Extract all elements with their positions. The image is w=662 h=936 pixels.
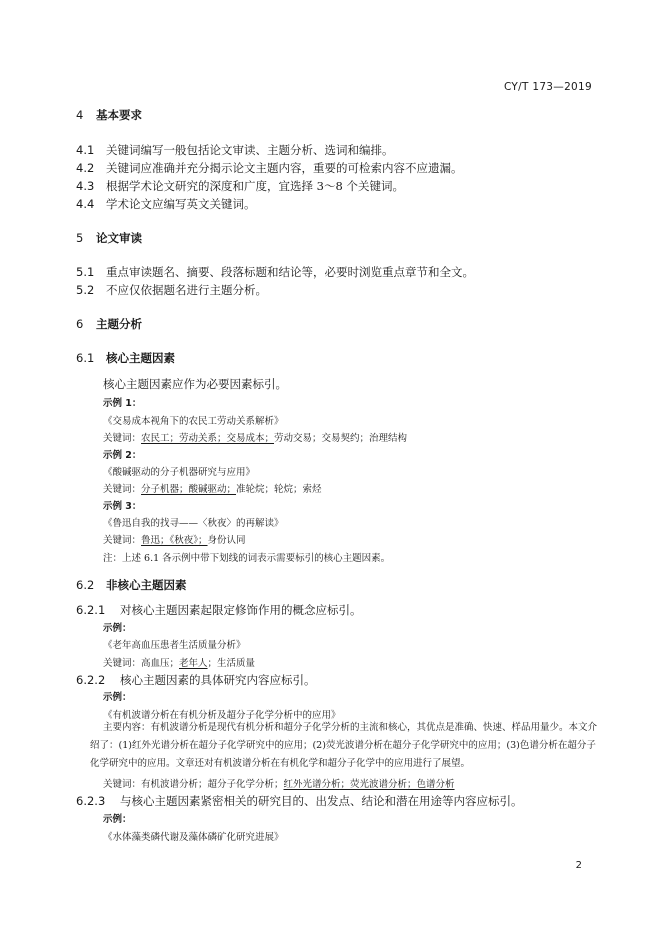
core-keywords: 红外光谱分析；荧光波谱分析；色谱分析: [283, 779, 455, 790]
section-4-heading: [76, 107, 142, 123]
section-number: 4: [76, 108, 84, 122]
example-keywords: 关键词：有机波谱分析；超分子化学分析；红外光谱分析；荧光波谱分析；色谱分析: [103, 779, 455, 790]
example-1-keywords: 关键词：农民工；劳动关系；交易成本；劳动交易；交易契约；治理结构: [103, 433, 408, 444]
example-label: 示例：: [103, 814, 132, 825]
subsection-6-2-heading: 6.2 非核心主题因素: [76, 578, 187, 592]
example-label: 示例：: [103, 692, 132, 703]
section-5-heading: [76, 230, 142, 246]
subsection-6-1-heading: 6.1 核心主题因素: [76, 351, 175, 365]
section-title: 基本要求: [96, 108, 142, 122]
clause-4-4: 4.4 学术论文应编写英文关键词。: [76, 197, 256, 211]
clause-6-2-2: 6.2.2 核心主题因素的具体研究内容应标引。: [76, 673, 316, 687]
example-abstract: 主要内容：有机波谱分析是现代有机分析和超分子化学分析的主流和核心，其优点是准确、快速、样品用量少。本文介绍了：(1)红外光谱分析在超分子化学研究中的应用；(2)荧光波谱分析在超分子化学研究中的应用；(3)色谱分析在超分子化学研究中的应用。文章还对有机波谱分析在有机化学和超分子化学中的应用进行了展望。: [90, 722, 598, 769]
example-2-title: 《酸碱驱动的分子机器研究与应用》: [103, 467, 256, 478]
example-keywords: 关键词：高血压；老年人；生活质量: [103, 658, 256, 669]
note: 注：上述 6.1 各示例中带下划线的词表示需要标引的核心主题因素。: [103, 553, 391, 564]
example-2-keywords: 关键词：分子机器；酸碱驱动；准轮烷；轮烷；索烃: [103, 484, 322, 495]
clause-5-1: 5.1 重点审读题名、摘要、段落标题和结论等，必要时浏览重点章节和全文。: [76, 265, 474, 279]
clause-6-2-3: 6.2.3 与核心主题因素紧密相关的研究目的、出发点、结论和潜在用途等内容应标引。: [76, 794, 523, 808]
section-title: 论文审读: [96, 231, 142, 245]
example-1-title: 《交易成本视角下的农民工劳动关系解析》: [103, 416, 284, 427]
section-number: 6: [76, 317, 84, 331]
clause-4-1: 4.1 关键词编写一般包括论文审读、主题分析、选词和编排。: [76, 143, 394, 157]
example-2-label: 示例 2：: [103, 450, 142, 461]
section-title: 主题分析: [96, 317, 142, 331]
example-title: 《有机波谱分析在有机分析及超分子化学分析中的应用》: [103, 710, 341, 721]
section-6-heading: [76, 316, 142, 332]
clause-4-3: 4.3 根据学术论文研究的深度和广度，宜选择 3～8 个关键词。: [76, 179, 404, 193]
example-title: 《老年高血压患者生活质量分析》: [103, 640, 246, 651]
subsection-6-1-intro: 核心主题因素应作为必要因素标引。: [103, 377, 287, 391]
section-number: 5: [76, 231, 84, 245]
core-keywords: 老年人: [179, 658, 208, 669]
clause-4-2: 4.2 关键词应准确并充分揭示论文主题内容，重要的可检索内容不应遗漏。: [76, 161, 463, 175]
example-3-label: 示例 3：: [103, 501, 142, 512]
page-number: 2: [575, 860, 582, 871]
clause-6-2-1: 6.2.1 对核心主题因素起限定修饰作用的概念应标引。: [76, 603, 362, 617]
clause-5-2: 5.2 不应仅依据题名进行主题分析。: [76, 283, 267, 297]
standard-code: CY/T 173—2019: [503, 81, 592, 93]
example-title: 《水体藻类磷代谢及藻体磷矿化研究进展》: [103, 832, 284, 843]
example-3-title: 《鲁迅自我的找寻——〈秋夜〉的再解读》: [103, 518, 284, 529]
example-3-keywords: 关键词：鲁迅；《秋夜》；身份认同: [103, 535, 246, 546]
core-keywords: 农民工；劳动关系；交易成本；: [141, 433, 275, 444]
core-keywords: 鲁迅；《秋夜》；: [141, 535, 208, 546]
example-label: 示例：: [103, 623, 132, 634]
example-1-label: 示例 1：: [103, 398, 142, 409]
core-keywords: 分子机器；酸碱驱动；: [141, 484, 237, 495]
